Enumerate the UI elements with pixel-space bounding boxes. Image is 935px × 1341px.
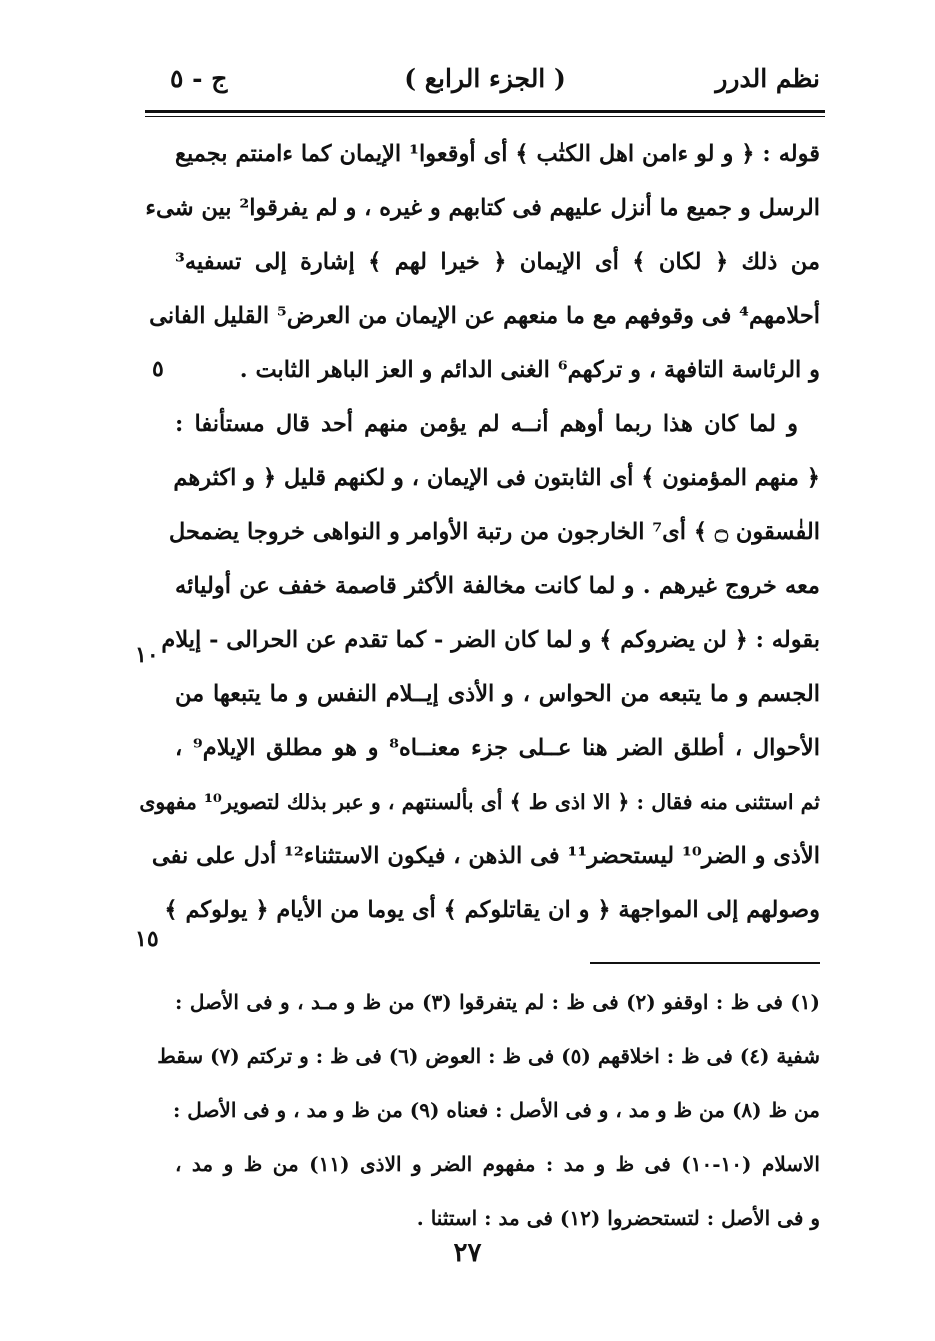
line-number: ١٠ [135,642,159,668]
text-line: الرسل و جميع ما أنزل عليهم فى كتابهم و غيره ، و لم يفرقوا² بين شىء [145,195,820,221]
text-line: بقوله : ﴿ لن يضروكم ﴾ و لما كان الضر - كما تقدم عن الحرالى - إيلام [161,627,820,653]
footnotes [157,975,821,1245]
text-line: وصولهم إلى المواجهة ﴿ و ان يقاتلوكم ﴾ أى يوما من الأيام ﴿ يولوكم ﴾ [164,897,820,923]
header-rule [145,110,825,113]
text-line: ثم استثنى منه فقال : ﴿ الا اذى ط ﴾ أى بألسنتهم ، و عبر بذلك لتصوير¹⁰ مفهوى [139,790,820,814]
text-line: الأحوال ، أطلق الضر هنا عــلى جزء معنــاه⁸ و هو مطلق الإيلام⁹ ، [175,735,820,761]
footnote-line: شفية (٤) فى ظ : اخلاقهم (٥) فى ظ : العوض (٦) فى ظ : و تركتم (٧) سقط [157,1044,820,1068]
text-line: الفٰسقون ۝ ﴾ أى⁷ الخارجون من رتبة الأوامر و النواهى خروجا يضمحل [168,519,820,545]
text-line: قوله : ﴿ و لو ءامن اهل الكتٰب ﴾ أى أوقعوا¹ الإيمان كما ءامنتم بجميع [175,141,820,167]
line-number: ٥ [152,356,164,382]
text-line: الأذى و الضر¹⁰ ليستحضر¹¹ فى الذهن ، فيكون الاستثناء¹² أدل على نفى [151,843,820,869]
header-rule-thin [145,116,825,117]
footnote-line: الاسلام (١٠-١٠) فى ظ و مد : مفهوم الضر و الاذى (١١) من ظ و مد ، [175,1152,820,1176]
text-line: ﴿ منهم المؤمنون ﴾ أى الثابتون فى الإيمان ، و لكنهم قليل ﴿ و اكثرهم [173,465,820,491]
text-line: و لما كان هذا ربما أوهم أنــه لم يؤمن منهم أحد قال مستأنفا : [175,411,798,437]
footnote-line: (١) فى ظ : اوقفو (٢) فى ظ : لم يتفرقوا (٣) من ظ و مـد ، و فى الأصل : [175,990,821,1014]
book-title: نظم الدرر [715,64,820,93]
text-line: الجسم و ما يتبعه من الحواس ، و الأذى إيــلام النفس و ما يتبعها من [175,681,820,707]
text-line: معه خروج غيرهم . و لما كانت مخالفة الأكثر قاصمة خفف عن أوليائه [175,573,820,599]
text-line: أحلامهم⁴ فى وقوفهم مع ما منعهم عن الإيمان من العرض⁵ القليل الفانى [149,303,820,329]
line-number: ١٥ [135,926,159,952]
page-number: ٢٧ [453,1238,482,1268]
footnote-line: و فى الأصل : لتستحضروا (١٢) فى مد : استثنا . [416,1206,820,1230]
text-line: و الرئاسة التافهة ، و تركهم⁶ الغنى الدائم و العز الباهر الثابت . [239,357,820,383]
footnote-separator [590,962,820,964]
running-header [150,52,820,102]
part-title: ( الجزء الرابع ) [404,64,566,93]
footnote-line: من ظ (٨) من ظ و مد ، و فى الأصل : فعناه (٩) من ظ و مد ، و فى الأصل : [172,1098,820,1122]
volume-label: ج - ٥ [170,64,228,93]
text-line: من ذلك ﴿ لكان ﴾ أى الإيمان ﴿ خيرا لهم ﴾ إشارة إلى تسفيه³ [175,249,820,275]
